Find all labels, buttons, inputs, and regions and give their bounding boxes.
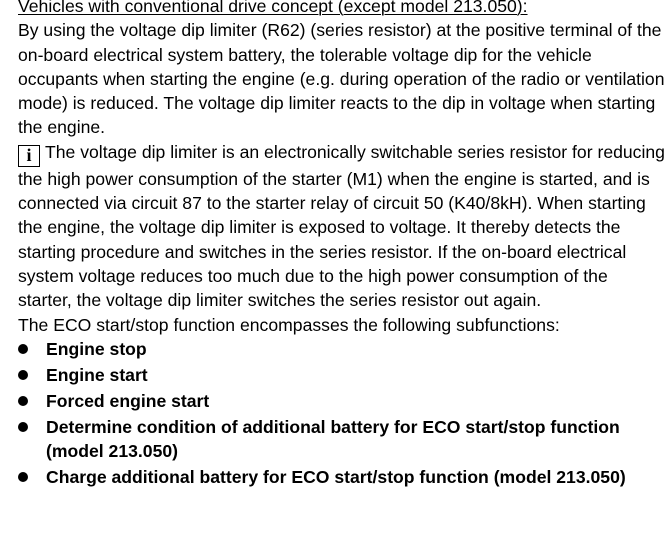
list-item [18, 363, 666, 387]
subfunction-label: Determine condition of additional battery for ECO start/stop function (model 213.050) [46, 416, 620, 462]
list-item [18, 389, 666, 413]
eco-intro: The ECO start/stop function encompasses the following subfunctions: [18, 314, 560, 335]
bullet-icon [18, 344, 28, 354]
list-item [18, 415, 666, 464]
info-icon: i [18, 145, 40, 167]
note-paragraph [18, 140, 666, 313]
list-item [18, 337, 666, 361]
subfunction-label: Charge additional battery for ECO start/stop function (model 213.050) [46, 467, 626, 488]
bullet-icon [18, 422, 28, 432]
bullet-icon [18, 370, 28, 380]
section-heading: Vehicles with conventional drive concept (except model 213.050): [18, 0, 528, 16]
bullet-icon [18, 472, 28, 482]
document-body [18, 0, 666, 491]
subfunction-label: Forced engine start [46, 390, 210, 411]
subfunction-label: Engine stop [46, 338, 147, 359]
subfunction-list [18, 337, 666, 490]
bullet-icon [18, 396, 28, 406]
note-text: The voltage dip limiter is an electronically switchable series resistor for reducing the high power consumption of the starter (M1) when the engine is started, and is connected via circuit 87 to the starter relay of circuit 50 (K40/8kH). When starting the engine, the voltage dip limiter is exposed to voltage. It thereby detects the starting procedure and switches in the series resistor. If the on-board electrical system voltage reduces too much due to the high power consumption of the starter, the voltage dip limiter switches the series resistor out again. [18, 141, 665, 311]
voltage-dip-paragraph: By using the voltage dip limiter (R62) (series resistor) at the positive terminal of the on-board electrical system battery, the tolerable voltage dip for the vehicle occupants when starting the engine (e.g. during operation of the radio or ventilation mode) is reduced. The voltage dip limiter reacts to the dip in voltage when starting the engine. [18, 20, 665, 138]
subfunction-label: Engine start [46, 364, 148, 385]
list-item [18, 465, 666, 489]
